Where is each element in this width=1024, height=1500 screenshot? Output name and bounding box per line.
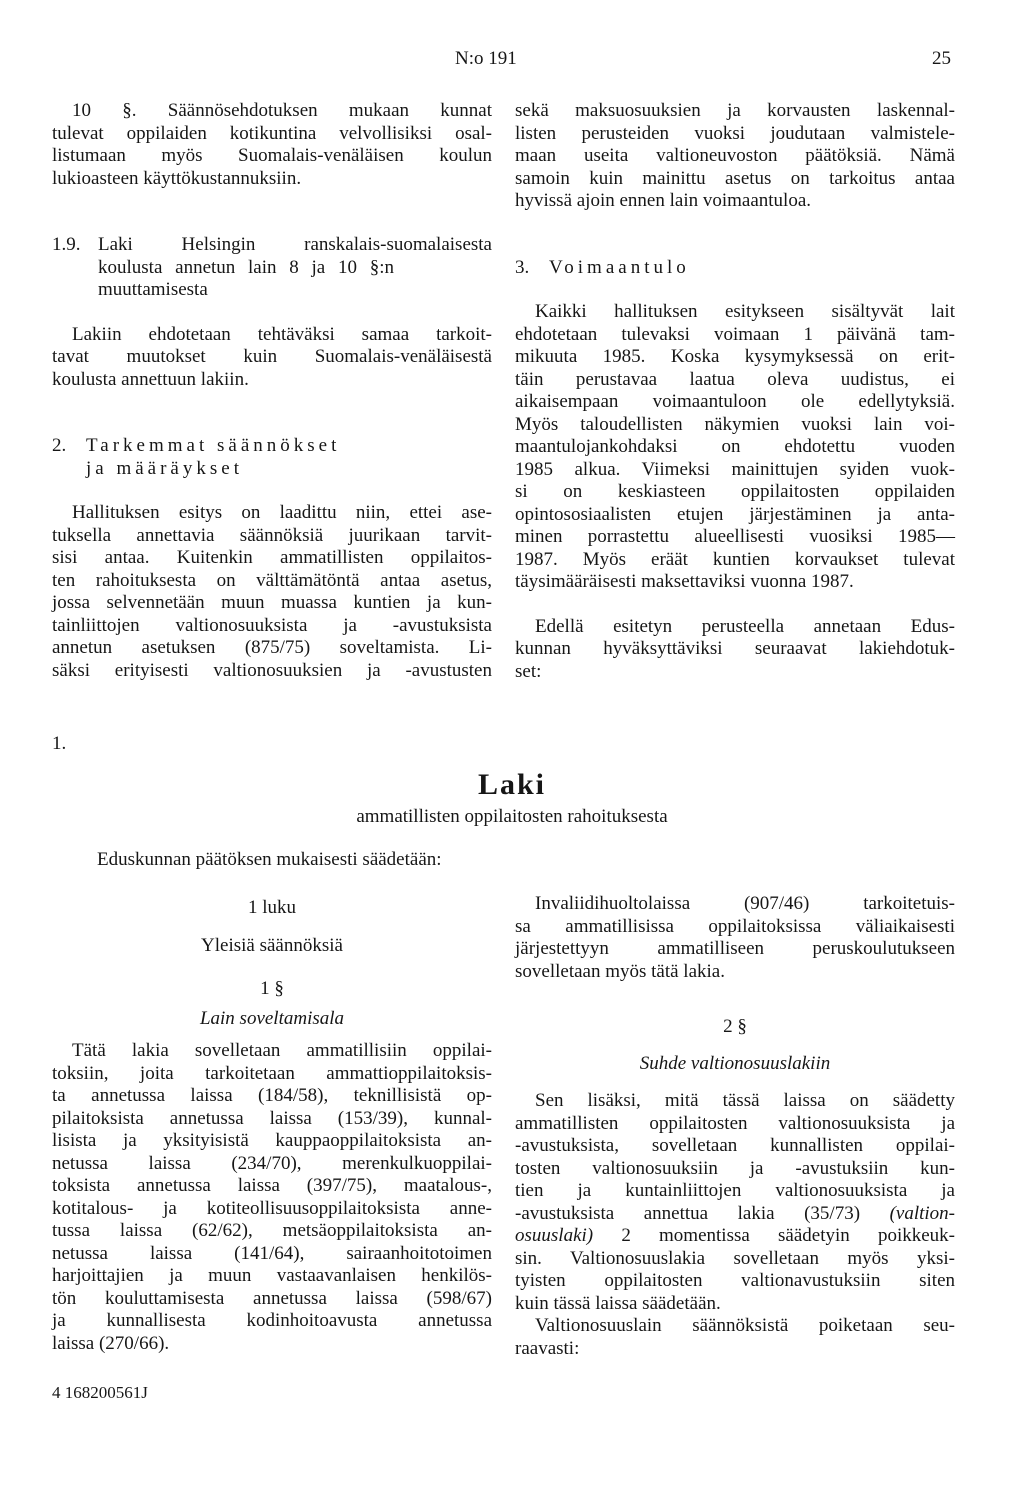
paragraph-3b — [515, 616, 955, 684]
text-line: lisista ja yksityisistä kauppaoppilaitoksista an- — [52, 1130, 492, 1151]
text-line: si on keskiasteen oppilaitosten oppilaiden — [515, 481, 955, 502]
text-fragment: -avustuksista annettua lakia (35/73) — [515, 1202, 890, 1224]
text-line: Edellä esitetyn perusteella annetaan Edus- — [535, 615, 955, 637]
page-number: 25 — [932, 48, 951, 69]
paragraph-continued — [515, 100, 955, 213]
text-line: säksi erityisesti valtionosuuksien ja -avustusten — [52, 659, 492, 681]
text-line: ehdotetaan tulevaksi voimaan 1 päivänä tam- — [515, 323, 955, 345]
text-fragment: 2 momentissa säädetyin poikkeuk- — [593, 1225, 955, 1246]
heading-2 — [52, 435, 492, 480]
text-line: opintososiaalisten etujen järjestäminen ja anta- — [515, 503, 955, 525]
text-line: maan useita valtioneuvoston päätöksiä. Nämä — [515, 145, 955, 166]
heading-1-9 — [52, 234, 492, 302]
right-column-top — [515, 100, 955, 683]
text-line: toksista annetussa laissa (397/75), maatalous-, — [52, 1175, 492, 1196]
section-2-text — [515, 1090, 955, 1360]
text-line: lukioasteen käyttökustannuksiin. — [52, 167, 302, 189]
heading-number: 1.9. — [52, 234, 81, 255]
text-line: samoin kuin mainittu asetus on tarkoitus antaa — [515, 167, 955, 189]
heading-title: Voimaantulo — [549, 256, 690, 278]
text-line: tyisten oppilaitosten valtionavustuksiin siten — [515, 1270, 955, 1291]
text-line: laissa (270/66). — [52, 1332, 170, 1354]
text-line: toksiin, joita tarkoitetaan ammattioppilaitoksis- — [52, 1062, 492, 1084]
text-line: kuin tässä laissa säädetään. — [515, 1292, 721, 1314]
heading-number: 2. — [52, 435, 67, 456]
text-line: ja kunnallisesta kodinhoitoavusta annetussa — [52, 1310, 492, 1331]
paragraph-2 — [52, 502, 492, 682]
text-line: Hallituksen esitys on laadittu niin, ettei ase- — [72, 502, 492, 523]
text-line: set: — [515, 660, 542, 682]
text-line: ta annetussa laissa (184/58), teknillisistä op- — [52, 1085, 492, 1106]
heading-number: 3. — [515, 256, 530, 278]
text-line: 1985 alkua. Viimeksi mainittujen syiden vuok- — [515, 458, 955, 480]
text-line: netussa laissa (141/64), sairaanhoitotoimen — [52, 1242, 492, 1264]
text-line: Valtionosuuslain säännöksistä poiketaan seu- — [535, 1315, 955, 1336]
heading-line: Laki Helsingin ranskalais-suomalaisesta — [98, 234, 492, 255]
text-line — [515, 1225, 955, 1248]
text-line: jossa selvennetään muun muassa kuntien ja kun- — [52, 592, 492, 613]
section-2-number: 2 § — [723, 1016, 747, 1037]
text-line: Tätä lakia sovelletaan ammatillisiin oppilai- — [72, 1040, 492, 1061]
text-line: listumaan myös Suomalais-venäläisen koulun — [52, 145, 492, 166]
text-line: hyvissä ajoin ennen lain voimaantuloa. — [515, 190, 812, 211]
text-line: mikuuta 1985. Koska kysymyksessä on erit- — [515, 346, 955, 367]
text-line: tön kouluttamisesta annetussa laissa (598/67) — [52, 1287, 492, 1309]
heading-3 — [515, 257, 955, 280]
paragraph-1-9 — [52, 324, 492, 392]
text-line: aikaisempaan voimaantuloon ole edellytyksiä. — [515, 391, 955, 412]
heading-line: ja määräykset — [86, 457, 243, 479]
text-line: maantulojankohdaksi on ehdotettu vuoden — [515, 436, 955, 457]
text-line: sa ammatillisissa oppilaitoksissa väliaikaisesti — [515, 915, 955, 937]
footer-print-code: 4 168200561J — [52, 1383, 148, 1402]
italic-fragment: (valtion- — [889, 1202, 955, 1224]
text-line: Myös taloudellisten näkymien vuoksi lain voi- — [515, 413, 955, 435]
text-line: raavasti: — [515, 1337, 580, 1359]
heading-line: koulusta annetun lain 8 ja 10 §:n — [98, 256, 395, 278]
text-line: sisi antaa. Kuitenkin ammatillisten oppilaitos- — [52, 547, 492, 568]
section-2-title: Suhde valtionosuuslakiin — [639, 1053, 831, 1074]
text-line: tavat muutokset kuin Suomalais-venäläisestä — [52, 346, 492, 367]
law-subtitle: ammatillisten oppilaitosten rahoituksesta — [356, 806, 668, 827]
text-line: listen perusteiden vuoksi joudutaan valmistele- — [515, 122, 955, 144]
left-column-top — [52, 100, 492, 682]
text-line: Lakiin ehdotetaan tehtäväksi samaa tarkoit- — [72, 323, 492, 345]
text-line — [515, 1203, 955, 1226]
text-line: sekä maksuosuuksien ja korvausten laskennal- — [515, 100, 955, 121]
text-line: ten rahoituksesta on välttämätöntä antaa asetus, — [52, 569, 492, 591]
text-line: tien ja kuntainliittojen valtionosuuksista ja — [515, 1180, 955, 1201]
text-line: järjestettyyn ammatilliseen peruskoulutukseen — [515, 938, 955, 959]
text-line: sovelletaan myös tätä lakia. — [515, 960, 725, 982]
text-line: täysimääräisesti maksettaviksi vuonna 1987. — [515, 571, 854, 592]
text-line: 10 §. Säännösehdotuksen mukaan kunnat — [72, 100, 492, 121]
text-line: 1987. Myös eräät kuntien korvaukset tulevat — [515, 548, 955, 570]
text-line: koulusta annettuun lakiin. — [52, 368, 249, 390]
enactment-clause: Eduskunnan päätöksen mukaisesti säädetään: — [97, 849, 442, 870]
italic-fragment: osuuslaki) — [515, 1225, 594, 1246]
text-line: tulevat oppilaiden kotikuntina velvollisiksi osal- — [52, 122, 492, 144]
text-line: minen porrastettu alueellisesti vuosiksi 1985— — [515, 526, 955, 547]
section-1-number: 1 § — [260, 978, 284, 999]
left-column-bottom — [52, 1040, 492, 1355]
law-number: 1. — [52, 733, 67, 754]
page-header-number: N:o 191 — [455, 48, 517, 69]
text-line: annetun asetuksen (875/75) soveltamista. Li- — [52, 637, 492, 658]
text-line: tuksella annettavia säännöksiä juurikaan tarvit- — [52, 524, 492, 546]
chapter-title: Yleisiä säännöksiä — [201, 935, 343, 956]
section-1-title: Lain soveltamisala — [199, 1008, 345, 1029]
chapter-number: 1 luku — [247, 897, 297, 918]
text-line: kotitalous- ja kotiteollisuusoppilaitoksista anne- — [52, 1197, 492, 1219]
text-line: Invaliidihuoltolaissa (907/46) tarkoitetuis- — [535, 893, 955, 914]
text-line: Sen lisäksi, mitä tässä laissa on säädetty — [535, 1090, 955, 1111]
law-title: Laki — [477, 768, 547, 801]
right-column-bottom — [515, 893, 955, 1359]
text-line: tosten valtionosuuksiin ja -avustuksiin kun- — [515, 1157, 955, 1179]
text-line: -avustuksista, sovelletaan kunnallisten oppilai- — [515, 1135, 955, 1156]
text-line: tainliittojen valtionosuuksista ja -avustuksista — [52, 614, 492, 636]
text-line: netussa laissa (234/70), merenkulkuoppilai- — [52, 1152, 492, 1174]
text-line: Kaikki hallituksen esitykseen sisältyvät lait — [535, 301, 955, 322]
paragraph-3 — [515, 301, 955, 594]
text-line: kunnan hyväksyttäviksi seuraavat lakiehdotuk- — [515, 638, 955, 659]
text-line: pilaitoksista annetussa laissa (153/39), kunnal- — [52, 1107, 492, 1129]
text-line: tussa laissa (62/62), metsäoppilaitoksista an- — [52, 1220, 492, 1241]
heading-line: Tarkemmat säännökset — [86, 435, 341, 456]
heading-line: muuttamisesta — [98, 279, 208, 300]
paragraph-10-section — [52, 100, 492, 190]
text-line: sin. Valtionosuuslakia sovelletaan myös yksi- — [515, 1247, 955, 1269]
text-line: harjoittajien ja muun vastaavanlaisen henkilös- — [52, 1265, 492, 1286]
text-line: täin perustavaa laatua oleva uudistus, ei — [515, 368, 955, 390]
text-line: ammatillisten oppilaitosten valtionosuuksista ja — [515, 1112, 955, 1134]
section-1-continued — [515, 893, 955, 983]
